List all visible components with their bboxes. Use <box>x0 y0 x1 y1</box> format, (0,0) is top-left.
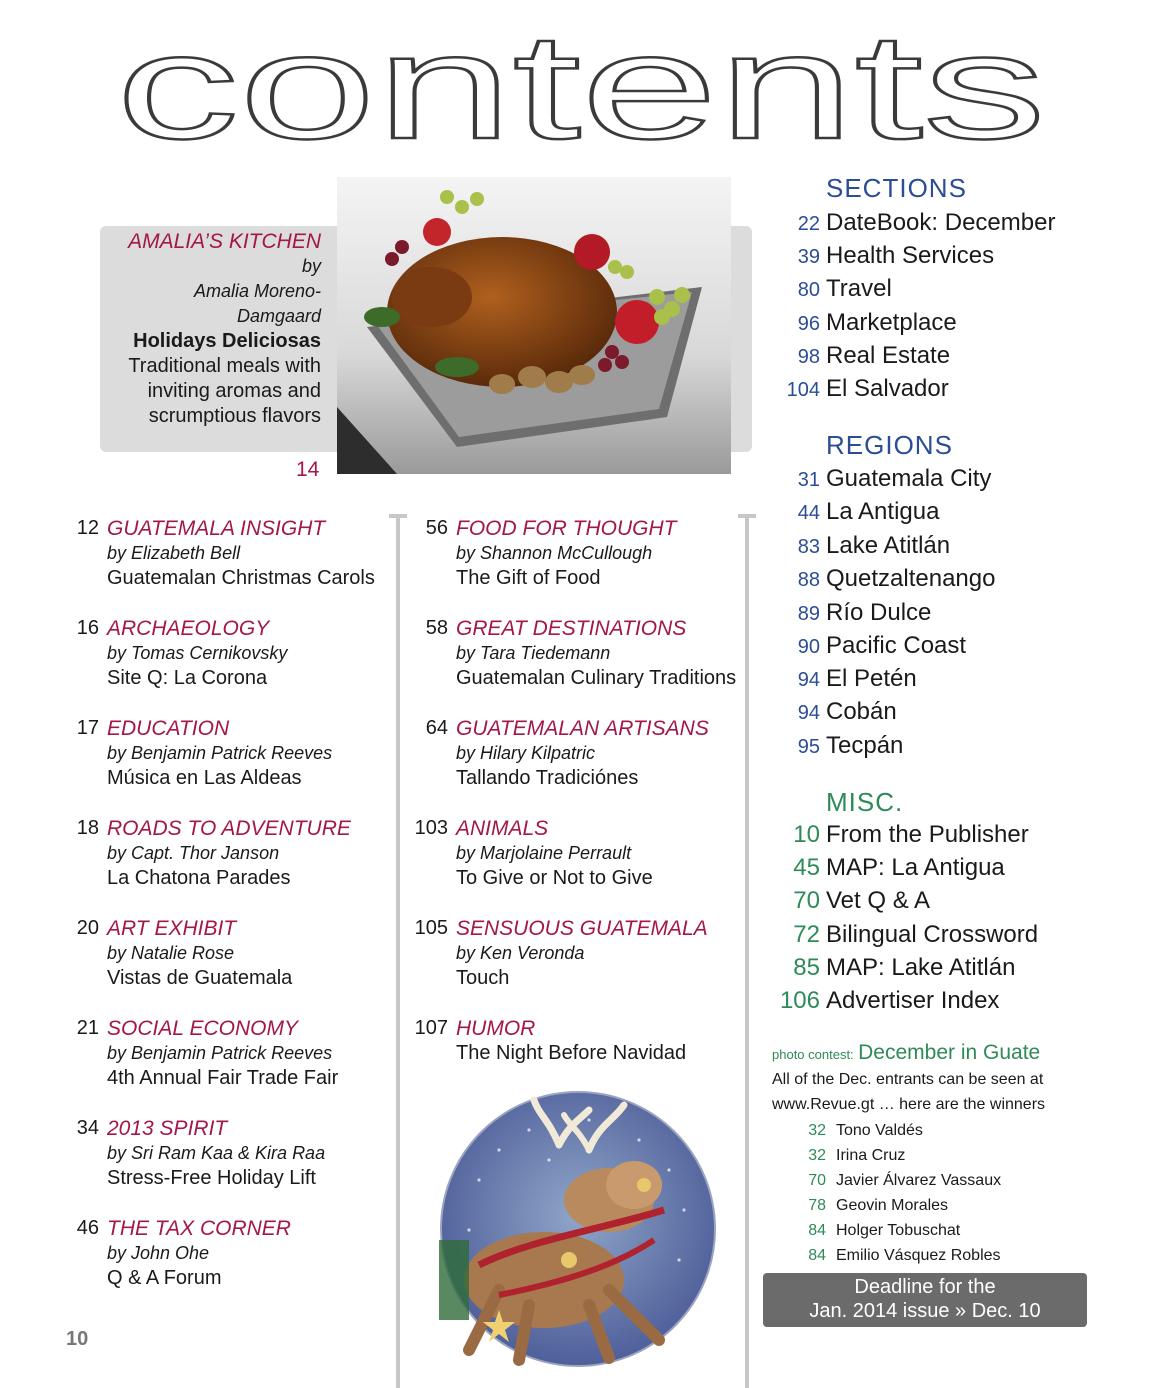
article-category: SENSUOUS GUATEMALA <box>456 917 708 940</box>
article-page: 17 <box>76 717 99 739</box>
feature-page-number: 14 <box>296 458 320 481</box>
winner-name: Javier Álvarez Vassaux <box>836 1172 1002 1189</box>
article-byline: by Elizabeth Bell <box>107 543 241 563</box>
article-title: The Night Before Navidad <box>456 1042 687 1064</box>
article-title: Touch <box>456 967 510 989</box>
article-title: La Chatona Parades <box>107 867 291 889</box>
article-category: SOCIAL ECONOMY <box>107 1017 298 1040</box>
region-item[interactable] <box>765 729 903 764</box>
photo-contest <box>772 1040 1092 1117</box>
feature-desc-3: scrumptious flavors <box>148 405 321 427</box>
article-byline: by Benjamin Patrick Reeves <box>107 1043 333 1063</box>
region-item[interactable] <box>765 462 991 497</box>
article-entry[interactable] <box>59 616 287 691</box>
article-page: 12 <box>76 517 99 539</box>
contents-title: contents <box>116 2 1046 170</box>
article-byline: by Marjolaine Perrault <box>456 843 632 863</box>
misc-label: MAP: Lake Atitlán <box>826 954 1016 981</box>
region-label: Río Dulce <box>826 599 932 626</box>
article-title: 4th Annual Fair Trade Fair <box>107 1067 339 1089</box>
section-page: 104 <box>786 379 820 401</box>
feature-category: AMALIA’S KITCHEN <box>128 230 321 253</box>
region-page: 94 <box>797 669 820 691</box>
misc-label: Vet Q & A <box>826 887 931 914</box>
deadline-box <box>763 1273 1087 1327</box>
winner-page: 32 <box>808 1122 826 1139</box>
section-item[interactable] <box>765 372 949 407</box>
winner-page: 78 <box>808 1197 826 1214</box>
winner-page: 32 <box>808 1147 826 1164</box>
article-entry[interactable] <box>59 916 292 991</box>
section-page: 22 <box>797 213 820 235</box>
region-label: La Antigua <box>826 498 940 525</box>
article-byline: by Hilary Kilpatric <box>456 743 596 763</box>
feature-by: by <box>301 256 321 276</box>
winner-page: 84 <box>808 1247 826 1264</box>
section-item[interactable] <box>765 306 957 341</box>
article-byline: by Tomas Cernikovsky <box>107 643 288 663</box>
article-category: ROADS TO ADVENTURE <box>107 817 351 840</box>
article-entry[interactable] <box>408 816 653 891</box>
article-category: HUMOR <box>456 1017 536 1040</box>
misc-label: Bilingual Crossword <box>826 921 1039 948</box>
regions-heading: REGIONS <box>826 430 953 460</box>
article-page: 46 <box>76 1217 99 1239</box>
region-page: 88 <box>797 569 820 591</box>
winner-name: Emilio Vásquez Robles <box>836 1247 1001 1264</box>
region-page: 83 <box>797 536 820 558</box>
contest-title: December in Guate <box>858 1041 1041 1064</box>
article-title: Guatemalan Christmas Carols <box>107 567 375 589</box>
article-category: ART EXHIBIT <box>107 917 237 940</box>
region-label: Lake Atitlán <box>826 532 951 559</box>
deadline-line-1: Deadline for the <box>854 1276 996 1298</box>
feature-text[interactable] <box>100 229 321 429</box>
article-byline: by Natalie Rose <box>107 943 235 963</box>
region-item[interactable] <box>765 495 939 530</box>
contest-winner[interactable] <box>790 1122 923 1140</box>
region-page: 31 <box>797 469 820 491</box>
region-page: 89 <box>797 603 820 625</box>
misc-label: From the Publisher <box>826 821 1029 848</box>
winner-page: 84 <box>808 1222 826 1239</box>
article-title: Site Q: La Corona <box>107 667 268 689</box>
feature-author-1: Amalia Moreno- <box>193 281 321 301</box>
section-label: Real Estate <box>826 342 951 369</box>
feature-author-2: Damgaard <box>236 306 321 326</box>
article-title: Q & A Forum <box>107 1267 222 1289</box>
contest-winner[interactable] <box>790 1147 905 1165</box>
contents-masthead <box>0 0 1163 170</box>
misc-page: 70 <box>793 887 820 914</box>
feature-desc-1: Traditional meals with <box>128 355 321 377</box>
article-entry[interactable] <box>408 716 709 791</box>
column-rule-left <box>396 516 400 1388</box>
region-page: 90 <box>797 636 820 658</box>
misc-page: 106 <box>779 987 820 1014</box>
section-page: 98 <box>797 346 820 368</box>
article-category: 2013 SPIRIT <box>107 1117 228 1140</box>
misc-item[interactable] <box>765 951 1015 984</box>
article-title: Guatemalan Culinary Traditions <box>456 667 737 689</box>
article-byline: by Tara Tiedemann <box>456 643 611 663</box>
article-title: Tallando Tradiciónes <box>456 767 639 789</box>
article-page: 103 <box>414 817 448 839</box>
article-category: THE TAX CORNER <box>107 1217 291 1240</box>
region-item[interactable] <box>765 695 897 730</box>
article-byline: by John Ohe <box>107 1243 210 1263</box>
region-label: Cobán <box>826 698 897 725</box>
feature-headline: Holidays Deliciosas <box>133 330 321 352</box>
misc-page: 45 <box>793 854 820 881</box>
misc-item[interactable] <box>765 884 930 917</box>
misc-item[interactable] <box>765 918 1038 951</box>
misc-label: MAP: La Antigua <box>826 854 1005 881</box>
turkey-photo <box>337 177 731 474</box>
article-byline: by Ken Veronda <box>456 943 585 963</box>
article-byline: by Capt. Thor Janson <box>107 843 280 863</box>
article-entry[interactable] <box>59 816 351 891</box>
misc-page: 85 <box>793 954 820 981</box>
article-page: 21 <box>76 1017 99 1039</box>
column-rule-cap-left <box>389 514 407 518</box>
article-page: 64 <box>425 717 448 739</box>
article-category: GUATEMALA INSIGHT <box>107 517 326 540</box>
region-label: Guatemala City <box>826 465 992 492</box>
article-byline: by Benjamin Patrick Reeves <box>107 743 333 763</box>
contest-label: photo contest: <box>772 1047 854 1062</box>
winner-name: Holger Tobuschat <box>836 1222 961 1239</box>
misc-item[interactable] <box>765 984 999 1017</box>
column-rule-right <box>745 516 749 1388</box>
reindeer-illustration <box>439 1090 717 1368</box>
article-page: 105 <box>414 917 448 939</box>
section-item[interactable] <box>765 239 994 274</box>
region-label: Pacific Coast <box>826 632 967 659</box>
article-byline: by Sri Ram Kaa & Kira Raa <box>107 1143 326 1163</box>
region-page: 44 <box>797 502 820 524</box>
winner-name: Geovin Morales <box>836 1197 949 1214</box>
region-item[interactable] <box>765 529 950 564</box>
contest-winner[interactable] <box>790 1222 960 1240</box>
region-item[interactable] <box>765 662 917 697</box>
article-entry[interactable] <box>59 1216 291 1291</box>
article-title: The Gift of Food <box>456 567 601 589</box>
article-title: Stress-Free Holiday Lift <box>107 1167 316 1189</box>
article-byline: by Shannon McCullough <box>456 543 653 563</box>
column-rule-cap-right <box>738 514 756 518</box>
contest-line-2: www.Revue.gt … here are the winners <box>772 1096 1046 1113</box>
article-page: 58 <box>425 617 448 639</box>
article-entry[interactable] <box>59 516 375 591</box>
article-entry[interactable] <box>408 1016 686 1066</box>
section-label: DateBook: December <box>826 209 1056 236</box>
winner-name: Irina Cruz <box>836 1147 906 1164</box>
contest-line-1: All of the Dec. entrants can be seen at <box>772 1071 1044 1088</box>
section-page: 39 <box>797 246 820 268</box>
article-entry[interactable] <box>408 916 708 991</box>
article-title: Música en Las Aldeas <box>107 767 302 789</box>
region-item[interactable] <box>765 562 995 597</box>
article-entry[interactable] <box>408 616 736 691</box>
misc-page: 10 <box>793 821 820 848</box>
misc-heading: MISC. <box>826 787 904 817</box>
article-page: 56 <box>425 517 448 539</box>
section-page: 96 <box>797 313 820 335</box>
section-item[interactable] <box>765 272 892 307</box>
section-item[interactable] <box>765 206 1055 241</box>
article-category: FOOD FOR THOUGHT <box>456 517 677 540</box>
section-label: Health Services <box>826 242 995 269</box>
misc-label: Advertiser Index <box>826 987 1000 1014</box>
article-entry[interactable] <box>59 716 332 791</box>
region-label: Quetzaltenango <box>826 565 996 592</box>
misc-item[interactable] <box>765 851 1005 884</box>
article-title: Vistas de Guatemala <box>107 967 293 989</box>
section-label: Marketplace <box>826 309 957 336</box>
article-page: 34 <box>76 1117 99 1139</box>
contest-winner[interactable] <box>790 1247 1001 1265</box>
region-page: 94 <box>797 702 820 724</box>
winner-page: 70 <box>808 1172 826 1189</box>
article-page: 18 <box>76 817 99 839</box>
section-item[interactable] <box>765 339 950 374</box>
sections-heading: SECTIONS <box>826 173 967 203</box>
misc-item[interactable] <box>765 818 1029 851</box>
article-entry[interactable] <box>408 516 676 591</box>
article-page: 20 <box>76 917 99 939</box>
article-category: ARCHAEOLOGY <box>107 617 270 640</box>
contest-winner[interactable] <box>790 1172 1001 1190</box>
section-label: Travel <box>826 275 892 302</box>
region-item[interactable] <box>765 629 966 664</box>
section-page: 80 <box>797 279 820 301</box>
article-entry[interactable] <box>59 1116 325 1191</box>
contest-winner[interactable] <box>790 1197 948 1215</box>
feature-desc-2: inviting aromas and <box>147 380 321 402</box>
region-page: 95 <box>797 736 820 758</box>
article-page: 16 <box>76 617 99 639</box>
region-item[interactable] <box>765 596 931 631</box>
folio: 10 <box>66 1328 89 1350</box>
section-label: El Salvador <box>826 375 949 402</box>
winner-name: Tono Valdés <box>836 1122 923 1139</box>
article-category: GREAT DESTINATIONS <box>456 617 687 640</box>
deadline-line-2: Jan. 2014 issue » Dec. 10 <box>809 1300 1041 1322</box>
region-label: Tecpán <box>826 732 904 759</box>
article-title: To Give or Not to Give <box>456 867 653 889</box>
article-entry[interactable] <box>59 1016 338 1091</box>
article-category: EDUCATION <box>107 717 230 740</box>
region-label: El Petén <box>826 665 917 692</box>
article-category: GUATEMALAN ARTISANS <box>456 717 709 740</box>
misc-page: 72 <box>793 921 820 948</box>
article-category: ANIMALS <box>456 817 549 840</box>
article-page: 107 <box>414 1017 448 1039</box>
